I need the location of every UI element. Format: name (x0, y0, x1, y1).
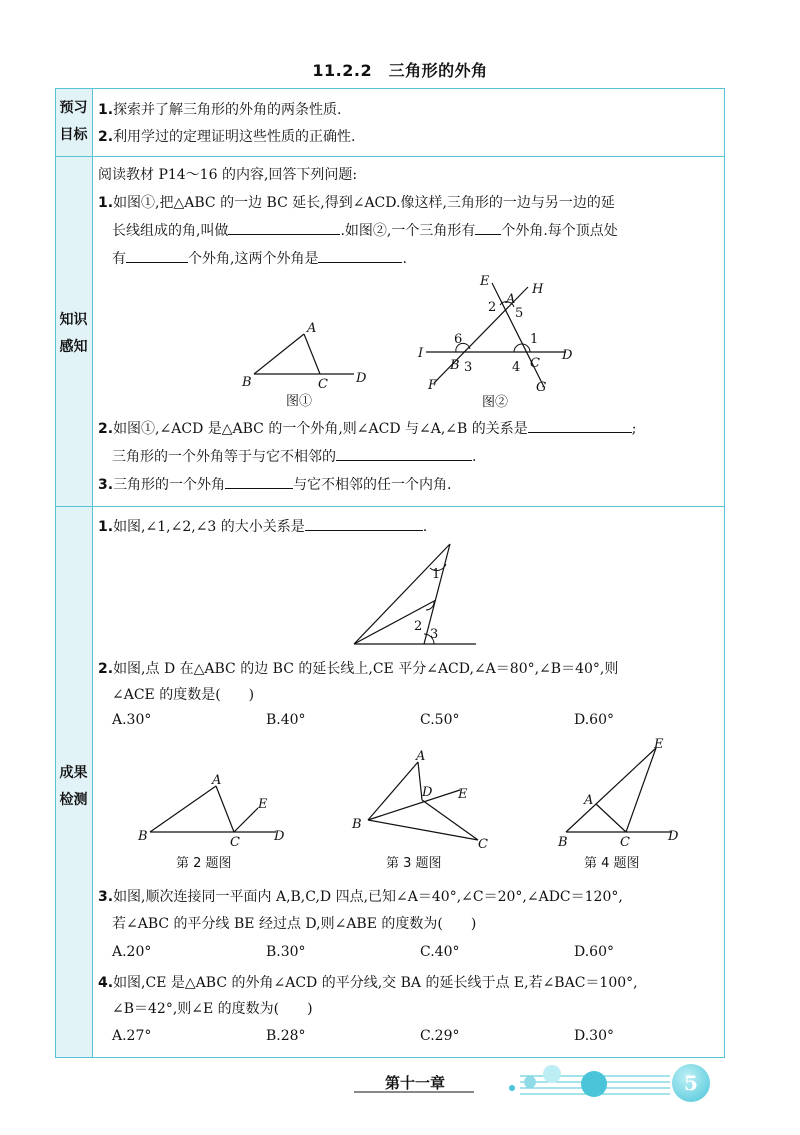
fig2-label-f: F (428, 378, 438, 393)
fig2-label-e: E (480, 275, 490, 289)
chapter-label: 第十一章 (385, 1074, 446, 1092)
q4fig-label-d: D (668, 829, 679, 844)
knowledge-q2-line2: 三角形的一个外角等于与它不相邻的 . (112, 444, 476, 470)
fig2-label-2: 2 (488, 300, 497, 315)
check-q2-option-d[interactable]: D.60° (574, 712, 614, 728)
knowledge-q3: 3.三角形的一个外角 与它不相邻的任一个内角. (98, 472, 452, 498)
fig2-label-c: C (530, 356, 540, 371)
q2fig-label-d: D (274, 829, 285, 844)
check-q3-line2: 若∠ABC 的平分线 BE 经过点 D,则∠ABE 的度数为( ) (112, 916, 477, 932)
page-number: 5 (672, 1064, 710, 1102)
q2fig-label-a: A (212, 773, 222, 788)
answer-blank[interactable] (475, 218, 501, 235)
check-q3-option-c[interactable]: C.40° (420, 944, 460, 960)
answer-blank[interactable] (305, 514, 423, 531)
q2fig-label-e: E (258, 797, 268, 812)
check-q3-figure (350, 748, 500, 852)
row-divider-2 (55, 506, 725, 507)
check-q1-angle-2: 2 (414, 619, 423, 634)
q3fig-label-c: C (478, 837, 488, 852)
fig2-caption: 图② (482, 395, 509, 410)
knowledge-intro: 阅读教材 P14～16 的内容,回答下列问题: (98, 167, 358, 183)
q4fig-label-c: C (620, 835, 630, 850)
goal-1: 1.探索并了解三角形的外角的两条性质. (98, 102, 342, 118)
knowledge-q1-line3: 有 个外角,这两个外角是 . (112, 246, 407, 272)
q2fig-caption: 第 2 题图 (176, 856, 232, 871)
check-q1-angle-1: 1 (432, 567, 441, 582)
fig2-label-6: 6 (454, 332, 463, 347)
check-q2-option-c[interactable]: C.50° (420, 712, 460, 728)
q3fig-caption: 第 3 题图 (386, 856, 442, 871)
check-q3-option-d[interactable]: D.60° (574, 944, 614, 960)
answer-blank[interactable] (126, 246, 188, 263)
check-q2-option-a[interactable]: A.30° (112, 712, 152, 728)
q3fig-label-a: A (416, 749, 426, 764)
check-q3-option-b[interactable]: B.30° (266, 944, 306, 960)
fig1-caption: 图① (286, 394, 313, 409)
q2fig-label-c: C (230, 835, 240, 846)
check-q1: 1.如图,∠1,∠2,∠3 的大小关系是 . (98, 514, 427, 540)
fig2-label-b: B (450, 358, 460, 373)
fig2-label-4: 4 (512, 360, 521, 375)
section-label-knowledge: 知识 感知 (59, 312, 88, 355)
check-q4-option-b[interactable]: B.28° (266, 1028, 306, 1044)
answer-blank[interactable] (225, 472, 293, 489)
check-q3-option-a[interactable]: A.20° (112, 944, 152, 960)
section-label-check: 成果 检测 (59, 765, 88, 808)
fig1-label-d: D (356, 371, 367, 386)
fig2-label-i: I (418, 346, 424, 361)
answer-blank[interactable] (336, 444, 472, 461)
q4fig-label-b: B (558, 835, 568, 850)
knowledge-q1-line1: 1.如图①,把△ABC 的一边 BC 延长,得到∠ACD.像这样,三角形的一边与另一边的延 (98, 195, 615, 211)
fig2-label-h: H (532, 282, 544, 297)
check-q2-figure (134, 770, 294, 846)
fig2-label-a: A (506, 292, 516, 307)
check-q4-option-a[interactable]: A.27° (112, 1028, 152, 1044)
q3fig-label-b: B (352, 817, 362, 832)
figure-2 (414, 275, 586, 415)
check-q3-line1: 3.如图,顺次连接同一平面内 A,B,C,D 四点,已知∠A＝40°,∠C＝20°,∠ADC＝120°, (98, 889, 623, 905)
q3fig-label-e: E (458, 787, 468, 802)
answer-blank[interactable] (228, 218, 340, 235)
check-q1-figure (350, 540, 480, 650)
check-q2-option-b[interactable]: B.40° (266, 712, 306, 728)
check-q4-line2: ∠B＝42°,则∠E 的度数为( ) (112, 1001, 313, 1017)
check-q2-line1: 2.如图,点 D 在△ABC 的边 BC 的延长线上,CE 平分∠ACD,∠A＝80°,∠B＝40°,则 (98, 661, 619, 677)
answer-blank[interactable] (318, 246, 402, 263)
fig1-label-b: B (242, 375, 252, 390)
q4fig-label-a: A (584, 793, 594, 808)
fig2-label-g: G (536, 380, 547, 395)
knowledge-q2-line1: 2.如图①,∠ACD 是△ABC 的一个外角,则∠ACD 与∠A,∠B 的关系是 ; (98, 416, 636, 442)
fig1-label-c: C (318, 377, 328, 392)
fig2-label-d: D (562, 348, 573, 363)
fig2-label-5: 5 (515, 306, 524, 321)
row-divider-1 (55, 156, 725, 157)
page-title: 11.2.2 三角形的外角 (312, 61, 488, 80)
figure-1 (236, 316, 376, 411)
goal-2: 2.利用学过的定理证明这些性质的正确性. (98, 129, 356, 145)
q3fig-label-d: D (422, 785, 433, 800)
fig1-label-a: A (307, 321, 317, 336)
column-divider (92, 88, 93, 1058)
q4fig-label-e: E (654, 737, 664, 752)
section-label-preview: 预习 目标 (59, 100, 88, 143)
fig2-label-1: 1 (530, 332, 539, 347)
answer-blank[interactable] (528, 416, 632, 433)
check-q1-angle-3: 3 (430, 627, 439, 642)
check-q4-figure (556, 736, 686, 850)
q4fig-caption: 第 4 题图 (584, 856, 640, 871)
check-q4-line1: 4.如图,CE 是△ABC 的外角∠ACD 的平分线,交 BA 的延长线于点 E,若∠BAC＝100°, (98, 975, 638, 991)
check-q4-option-c[interactable]: C.29° (420, 1028, 460, 1044)
knowledge-q1-line2: 长线组成的角,叫做 .如图②,一个三角形有 个外角.每个顶点处 (112, 218, 618, 244)
q2fig-label-b: B (138, 829, 148, 844)
fig2-label-3: 3 (464, 360, 473, 375)
check-q4-option-d[interactable]: D.30° (574, 1028, 614, 1044)
check-q2-line2: ∠ACE 的度数是( ) (112, 687, 255, 703)
